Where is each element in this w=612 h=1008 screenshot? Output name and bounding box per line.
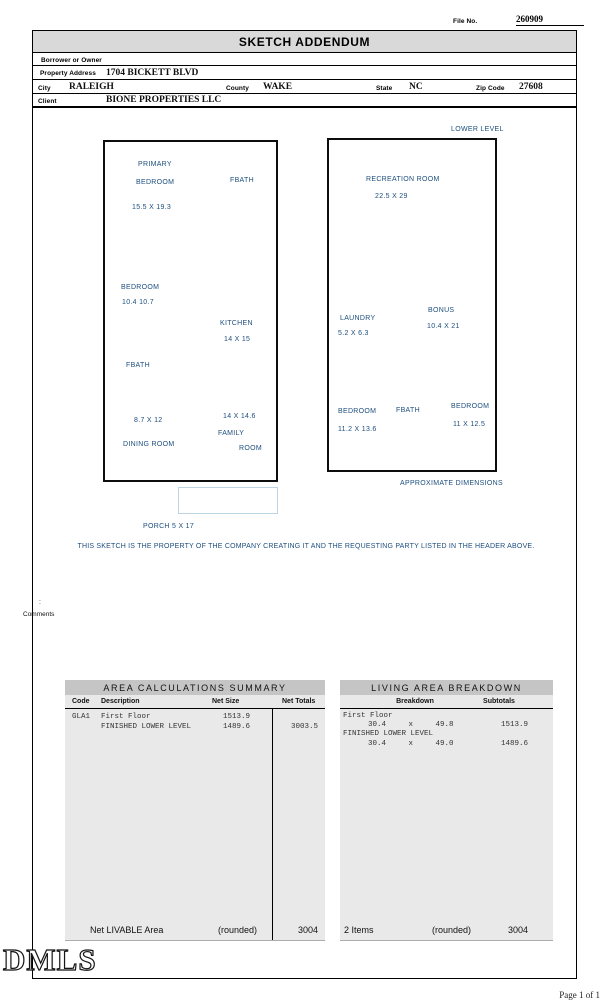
sketch-property-statement: THIS SKETCH IS THE PROPERTY OF THE COMPANY CREATING IT AND THE REQUESTING PARTY LISTED IN THE HEADER ABOVE.	[77, 543, 535, 550]
net-livable-area-label: Net LIVABLE Area	[90, 925, 164, 935]
property-address-label: Property Address	[40, 70, 96, 77]
net-totals-column-divider	[272, 709, 273, 940]
page-number: Page 1 of 1	[559, 990, 600, 1000]
room-label-fbath-lower: FBATH	[396, 407, 420, 414]
row-client	[33, 94, 576, 108]
room-label-dining: DINING ROOM	[123, 441, 175, 448]
breakdown-row-calc: 30.4 x 49.8	[368, 721, 454, 729]
col-header-code: Code	[72, 698, 90, 705]
comments-colon-mark: :	[39, 599, 41, 606]
city-label: City	[38, 85, 51, 92]
room-dims-dining: 8.7 X 12	[134, 417, 163, 424]
living-area-breakdown-table	[340, 680, 553, 941]
breakdown-row-name: FINISHED LOWER LEVEL	[343, 730, 434, 738]
breakdown-total: 3004	[507, 925, 528, 935]
header-divider-line	[65, 708, 325, 709]
rounded-label: (rounded)	[218, 925, 258, 935]
file-no-value: 260909	[516, 14, 584, 26]
room-label-primary-1: PRIMARY	[138, 161, 172, 168]
room-label-bedroom2: BEDROOM	[121, 284, 160, 291]
approximate-dimensions-note: APPROXIMATE DIMENSIONS	[400, 480, 503, 487]
room-dims-bedroom2: 10.4 10.7	[122, 299, 154, 306]
room-label-primary-2: BEDROOM	[136, 179, 175, 186]
row-city-county-state-zip	[33, 80, 576, 94]
living-breakdown-title-bar	[340, 680, 553, 695]
county-value: WAKE	[263, 82, 293, 92]
net-livable-total: 3004	[297, 925, 318, 935]
row-net-size: 1489.6	[222, 723, 250, 731]
room-label-family-2: ROOM	[239, 445, 262, 452]
borrower-label: Borrower or Owner	[41, 57, 102, 64]
county-label: County	[226, 85, 249, 92]
room-dims-bedroom-left: 11.2 X 13.6	[338, 426, 377, 433]
room-label-laundry: LAUNDRY	[340, 315, 376, 322]
area-summary-title-bar	[65, 680, 325, 695]
col-header-subtotals: Subtotals	[483, 698, 515, 705]
row-property-address	[33, 66, 576, 80]
breakdown-row-subtotal: 1489.6	[500, 740, 528, 748]
city-value: RALEIGH	[69, 82, 114, 92]
row-net-size: 1513.9	[222, 713, 250, 721]
items-count-label: 2 Items	[344, 925, 374, 935]
living-breakdown-title: LIVING AREA BREAKDOWN	[371, 682, 522, 693]
breakdown-row-calc: 30.4 x 49.0	[368, 740, 454, 748]
row-borrower	[33, 53, 576, 66]
room-dims-recreation: 22.5 X 29	[375, 193, 408, 200]
header-divider-line	[340, 708, 553, 709]
first-floor-plan-outline	[103, 140, 278, 482]
room-label-bedroom-right: BEDROOM	[451, 403, 490, 410]
col-header-net-size: Net Size	[212, 698, 240, 705]
room-dims-bonus: 10.4 X 21	[427, 323, 460, 330]
page-title: SKETCH ADDENDUM	[238, 34, 371, 49]
col-header-net-totals: Net Totals	[282, 698, 316, 705]
col-header-breakdown: Breakdown	[396, 698, 434, 705]
area-calculations-summary-table	[65, 680, 325, 941]
area-summary-title: AREA CALCULATIONS SUMMARY	[103, 682, 287, 693]
room-label-family-1: FAMILY	[218, 430, 245, 437]
property-address-value: 1704 BICKETT BLVD	[106, 68, 199, 78]
comments-label: Comments	[23, 611, 55, 618]
breakdown-row-subtotal: 1513.9	[500, 721, 528, 729]
state-value: NC	[409, 82, 423, 92]
zip-label: Zip Code	[476, 85, 505, 92]
row-description: First Floor	[101, 713, 151, 721]
breakdown-row-name: First Floor	[343, 712, 393, 720]
room-label-fbath-top: FBATH	[230, 177, 254, 184]
dmls-watermark-logo: DMLS	[3, 942, 97, 977]
room-label-bonus: BONUS	[428, 307, 455, 314]
file-no-label: File No.	[453, 18, 478, 25]
row-net-total: 3003.5	[290, 723, 318, 731]
room-dims-family: 14 X 14.6	[223, 413, 256, 420]
row-description: FINISHED LOWER LEVEL	[101, 723, 192, 731]
porch-label: PORCH 5 X 17	[143, 523, 195, 530]
zip-value: 27608	[519, 82, 543, 92]
room-label-kitchen: KITCHEN	[220, 320, 253, 327]
room-label-fbath-mid: FBATH	[126, 362, 150, 369]
client-value: BIONE PROPERTIES LLC	[106, 95, 222, 105]
room-dims-kitchen: 14 X 15	[224, 336, 251, 343]
lower-level-header: LOWER LEVEL	[451, 126, 504, 133]
row-code: GLA1	[72, 713, 91, 721]
client-label: Client	[38, 98, 57, 105]
room-label-bedroom-left: BEDROOM	[338, 408, 377, 415]
porch-outline	[178, 487, 278, 514]
room-label-recreation: RECREATION ROOM	[366, 176, 440, 183]
rounded-label: (rounded)	[432, 925, 472, 935]
room-dims-laundry: 5.2 X 6.3	[338, 330, 369, 337]
col-header-description: Description	[101, 698, 140, 705]
room-dims-primary: 15.5 X 19.3	[132, 204, 172, 211]
title-bar	[33, 31, 576, 53]
room-dims-bedroom-right: 11 X 12.5	[453, 421, 486, 428]
state-label: State	[376, 85, 393, 92]
